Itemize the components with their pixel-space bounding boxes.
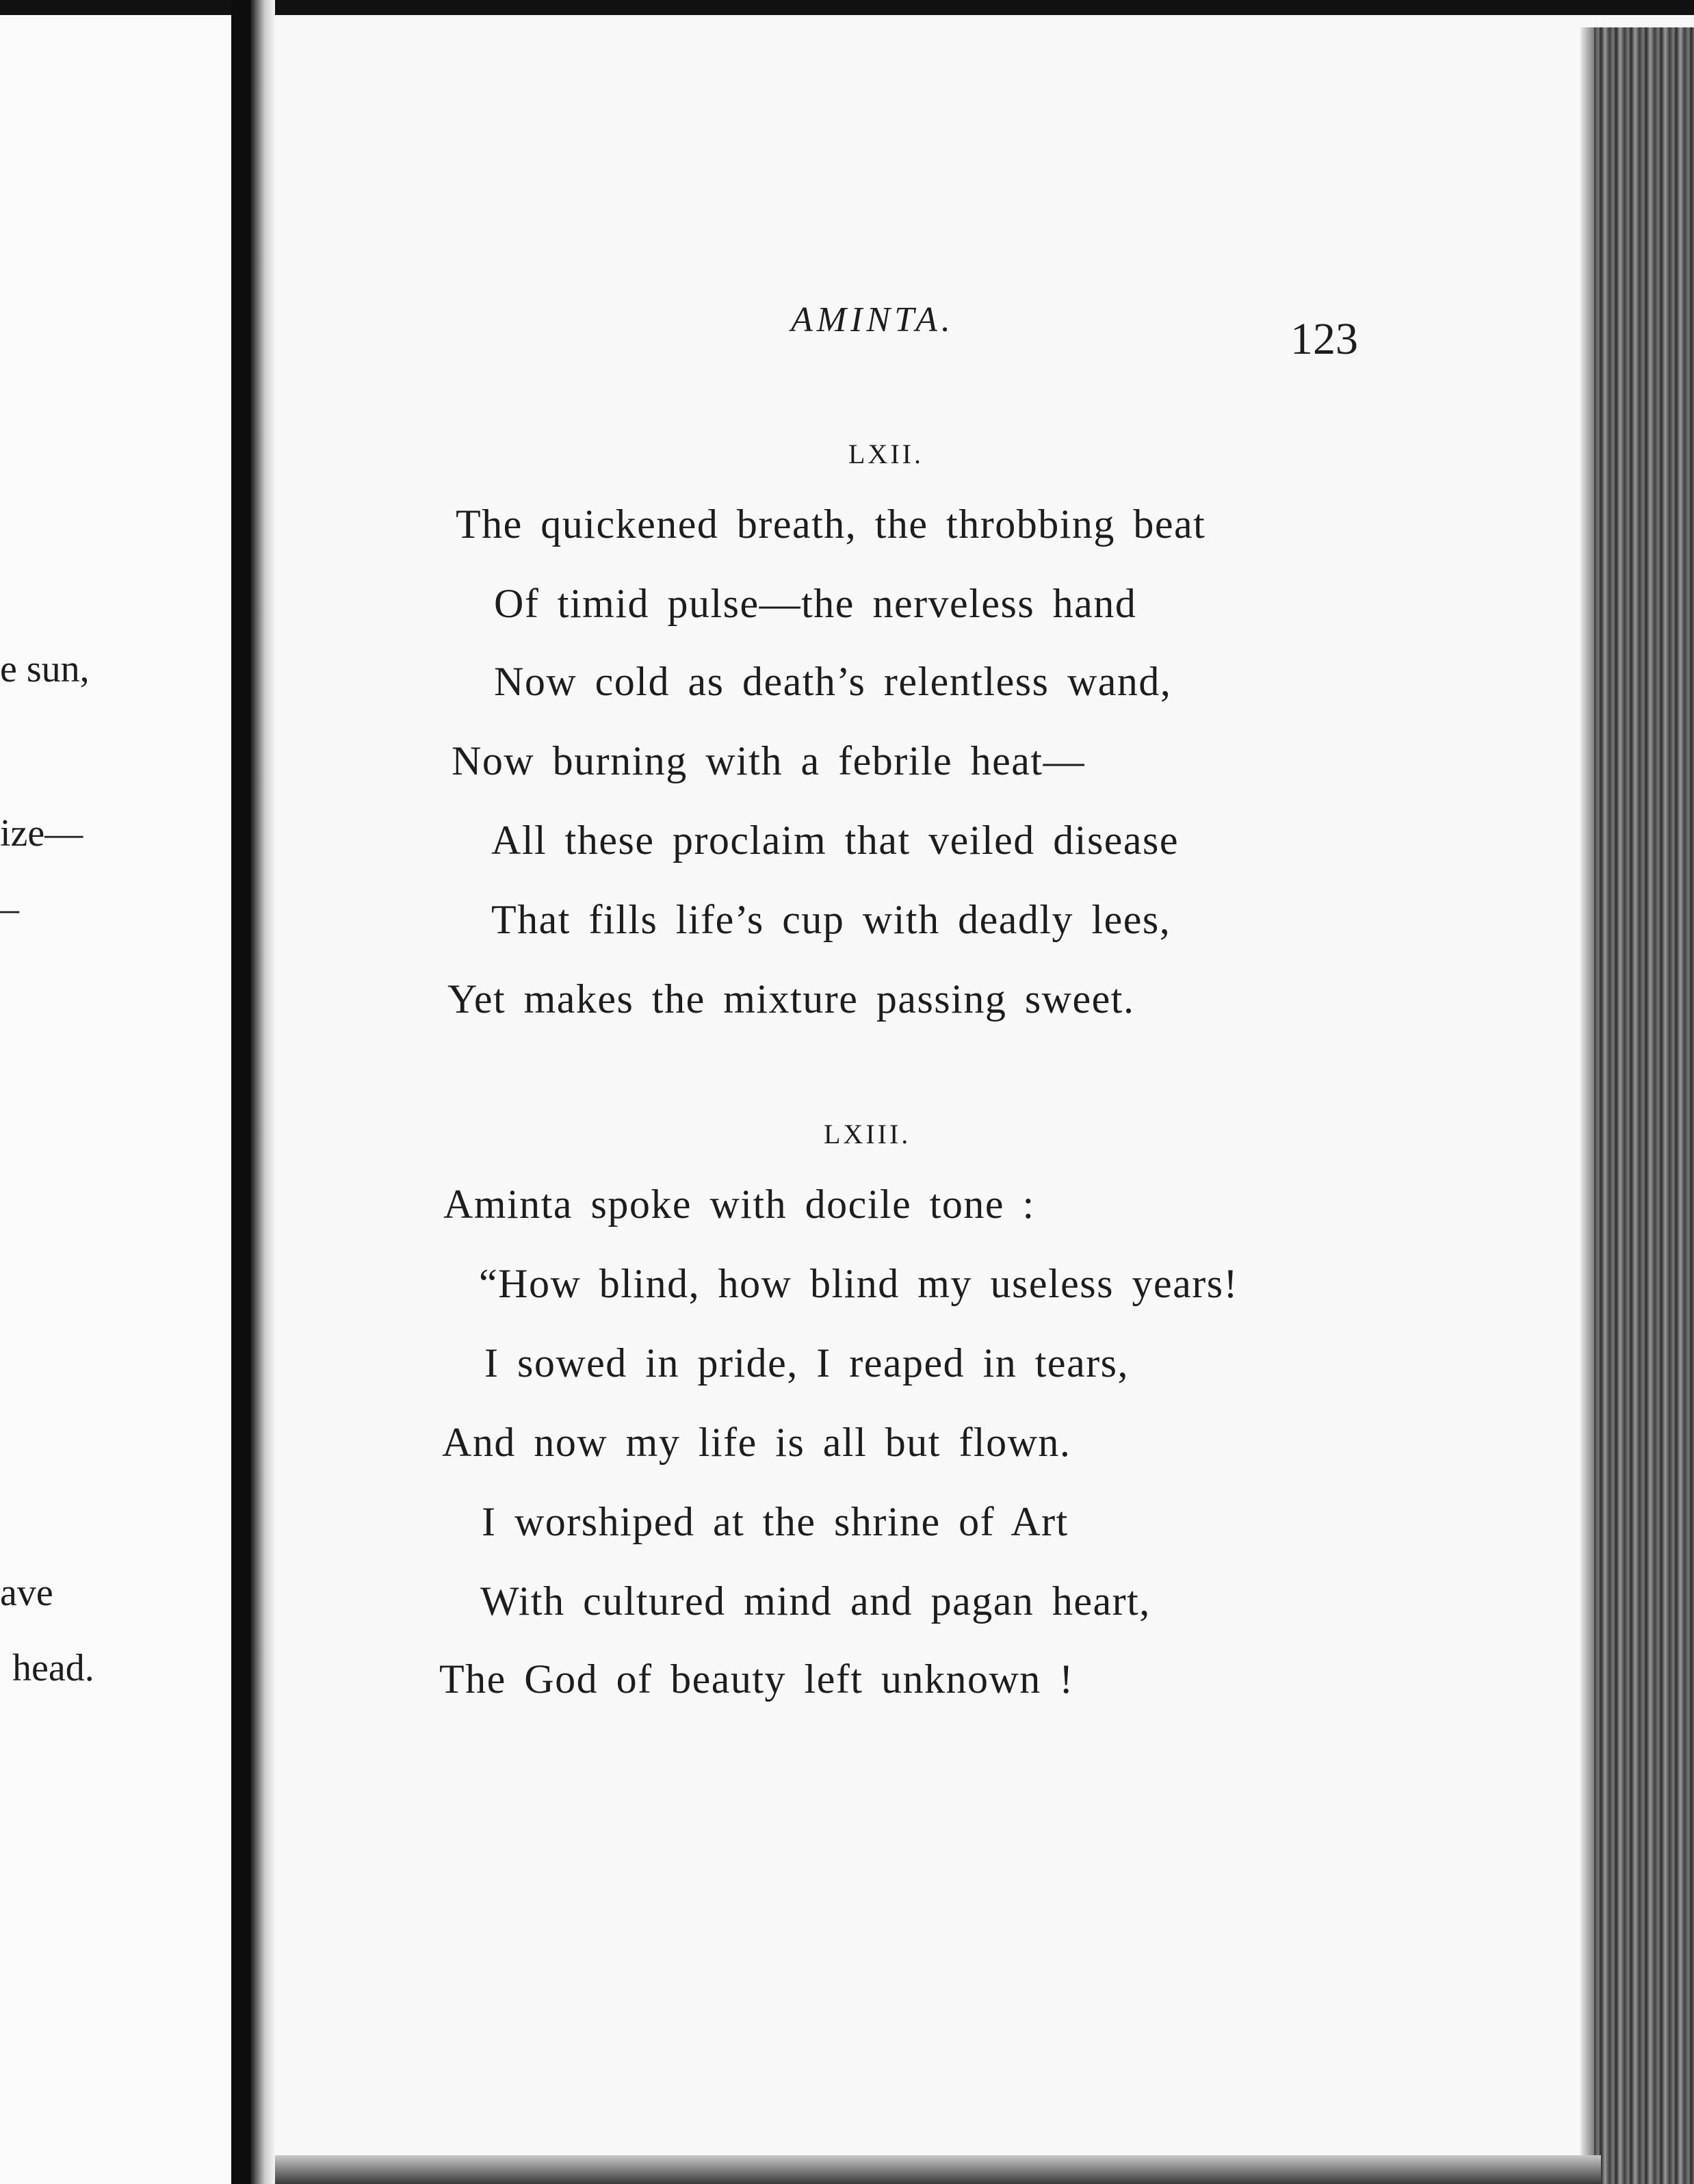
verse-line: “How blind, how blind my useless years! [479, 1261, 1239, 1306]
verse-line: The quickened breath, the throbbing beat [456, 502, 1206, 547]
book-gutter [231, 0, 250, 2184]
verse-line: I sowed in pride, I reaped in tears, [484, 1340, 1130, 1386]
stanza-number: LXII. [848, 439, 924, 469]
stanza-number: LXIII. [824, 1119, 911, 1149]
left-fragment: – [0, 887, 19, 930]
page-stack-edge [1594, 27, 1694, 2184]
page-number: 123 [1290, 314, 1358, 364]
verse-line: With cultured mind and pagan heart, [480, 1578, 1151, 1624]
verse-line: The God of beauty left unknown ! [439, 1656, 1074, 1702]
left-fragment: ave [0, 1572, 53, 1614]
verse-line: Aminta spoke with docile tone : [443, 1182, 1035, 1227]
gutter-shadow [250, 0, 275, 2184]
verse-line: Now burning with a febrile heat— [452, 738, 1086, 783]
verse-line: And now my life is all but flown. [442, 1420, 1071, 1465]
bottom-page-edge [275, 2155, 1601, 2184]
verse-line: Now cold as death’s relentless wand, [494, 659, 1172, 704]
verse-line: Of timid pulse—the nerveless hand [494, 581, 1137, 626]
verse-line: Yet makes the mixture passing sweet. [447, 976, 1135, 1022]
left-page [0, 0, 233, 2184]
verse-line: I worshiped at the shrine of Art [482, 1499, 1069, 1544]
verse-line: All these proclaim that veiled disease [491, 818, 1180, 863]
running-head: AMINTA. [791, 300, 954, 339]
right-page [275, 15, 1601, 2184]
verse-line: That fills life’s cup with deadly lees, [491, 897, 1171, 942]
left-fragment: ize— [0, 812, 83, 855]
left-fragment: e sun, [0, 648, 90, 690]
left-fragment: head. [12, 1647, 94, 1689]
